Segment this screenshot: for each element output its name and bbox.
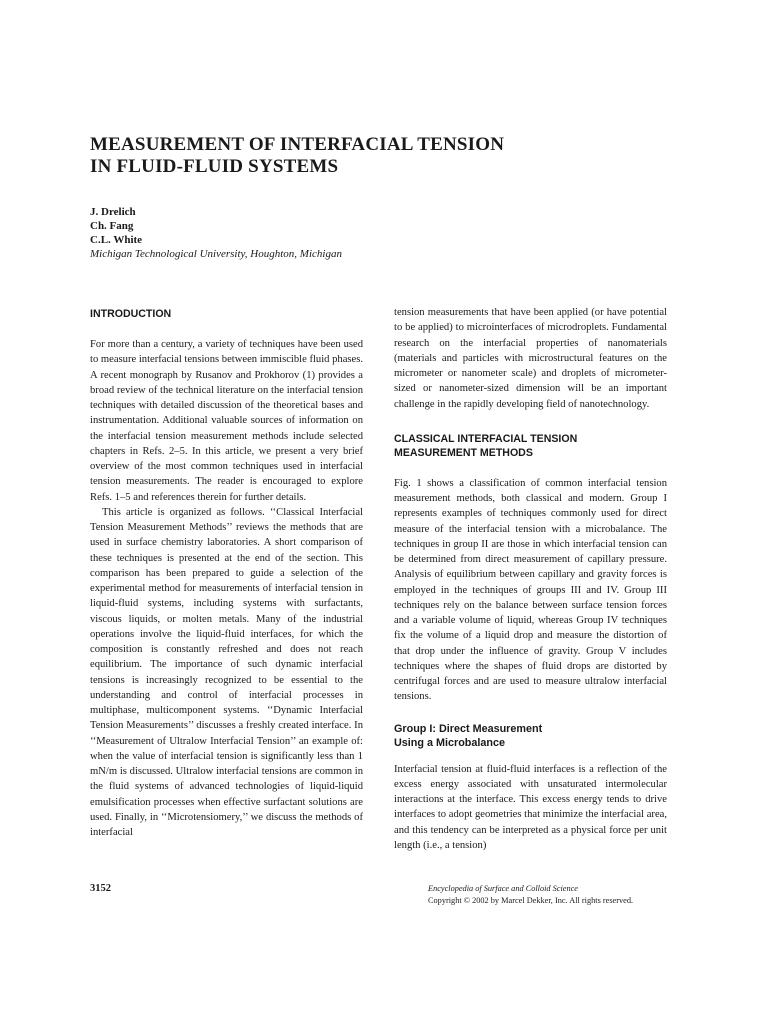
subsection-heading-group-1 <box>394 722 667 750</box>
page-number: 3152 <box>90 883 111 894</box>
heading-line: Group I: Direct Measurement <box>394 722 543 735</box>
author-affiliation: Michigan Technological University, Houghton, Michigan <box>90 248 342 260</box>
title-line-2: IN FLUID-FLUID SYSTEMS <box>90 156 339 177</box>
author-name: Ch. Fang <box>90 220 134 232</box>
title-line-1: MEASUREMENT OF INTERFACIAL TENSION <box>90 134 505 155</box>
right-column <box>394 305 667 853</box>
section-heading-introduction: INTRODUCTION <box>90 308 172 320</box>
copyright-notice: Copyright © 2002 by Marcel Dekker, Inc. All rights reserved. <box>428 896 634 905</box>
author-name: J. Drelich <box>90 206 136 218</box>
body-paragraph: For more than a century, a variety of techniques have been used to measure interfacial tensions between immiscible fluid phases. A recent monograph by Rusanov and Prokhorov (1) provides a broad review of the technical literature on the interfacial tension techniques with detailed discussion of the theoretical bases and instrumentation. Additional valuable sources of information on the interfacial tension measurement methods include selected chapters in Refs. 2–5. In this article, we present a very brief overview of the most common techniques used in interfacial tension measurements. The reader is encouraged to explore Refs. 1–5 and references therein for further details. <box>90 339 364 503</box>
left-column <box>90 307 363 840</box>
section-heading-classical-methods <box>394 432 667 460</box>
heading-line: MEASUREMENT METHODS <box>394 446 533 459</box>
body-paragraph: Fig. 1 shows a classification of common interfacial tension measurement methods, both classical and modern. Group I represents examples of techniques commonly used for direct measure of the interfacial tension with a microbalance. The techniques in group II are those in which interfacial tension can be determined from direct measurement of capillary pressure. Analysis of equilibrium between capillary and gravity forces is employed in the techniques of groups III and IV. Group III techniques rely on the balance between surface tension forces and a variable volume of liquid, whereas Group IV techniques fix the volume of a liquid drop and measure the distortion of that drop under the influence of gravity. Group V includes techniques where the shapes of fluid drops are distorted by centrifugal forces and are used to measure ultralow interfacial tensions. <box>394 477 667 703</box>
body-paragraph: This article is organized as follows. ‘‘Classical Interfacial Tension Measurement Methods’’ reviews the methods that are used in surface chemistry laboratories. A short comparison of these techniques is presented at the end of the section. This comparison has been prepared to guide a selection of the experimental method for measurements of interfacial tension in liquid-fluid systems, including systems with surfactants, viscous liquids, or molten metals. Many of the industrial operations involve the liquid-fluid interfaces, for which the composition is constantly refreshed and does not reach equilibrium. The importance of such dynamic interfacial tensions is increasingly recognized to be essential to the understanding and control of interfacial processes in multiphase, multicomponent systems. ‘‘Dynamic Interfacial Tension Measurements’’ discusses a freshly created interface. In ‘‘Measurement of Ultralow Interfacial Tension’’ an example of: when the value of interfacial tension is significantly less than 1 mN/m is discussed. Ultralow interfacial tensions are common in the fluid systems of advanced technologies of liquid-liquid emulsification processes when effective surfactant solutions are used. Finally, in ‘‘Microtensiomery,’’ we discuss the methods of interfacial <box>90 506 363 838</box>
body-paragraph: tension measurements that have been applied (or have potential to be applied) to microinterfaces of microdroplets. Fundamental research on the interfacial properties of nanomaterials (materials and particles with microstructural features on the micrometer or nanometer scale) and droplets of micrometer-sized or nanometer-sized dimension will be an important challenge in the rapidly developing field of nanotechnology. <box>394 307 667 410</box>
footer-credit <box>428 883 668 907</box>
heading-line: CLASSICAL INTERFACIAL TENSION <box>394 432 578 445</box>
heading-line: Using a Microbalance <box>394 736 506 749</box>
journal-name: Encyclopedia of Surface and Colloid Science <box>428 884 578 893</box>
article-title <box>90 134 610 178</box>
body-paragraph: Interfacial tension at fluid-fluid interfaces is a reflection of the excess energy associated with unsaturated intermolecular interactions at the interface. This excess energy tends to drive interfaces to adopt geometries that minimize the interfacial area, and this tendency can be interpreted as a physical force per unit length (i.e., a tension) <box>394 763 667 851</box>
author-name: C.L. White <box>90 234 143 246</box>
author-block <box>90 205 490 261</box>
